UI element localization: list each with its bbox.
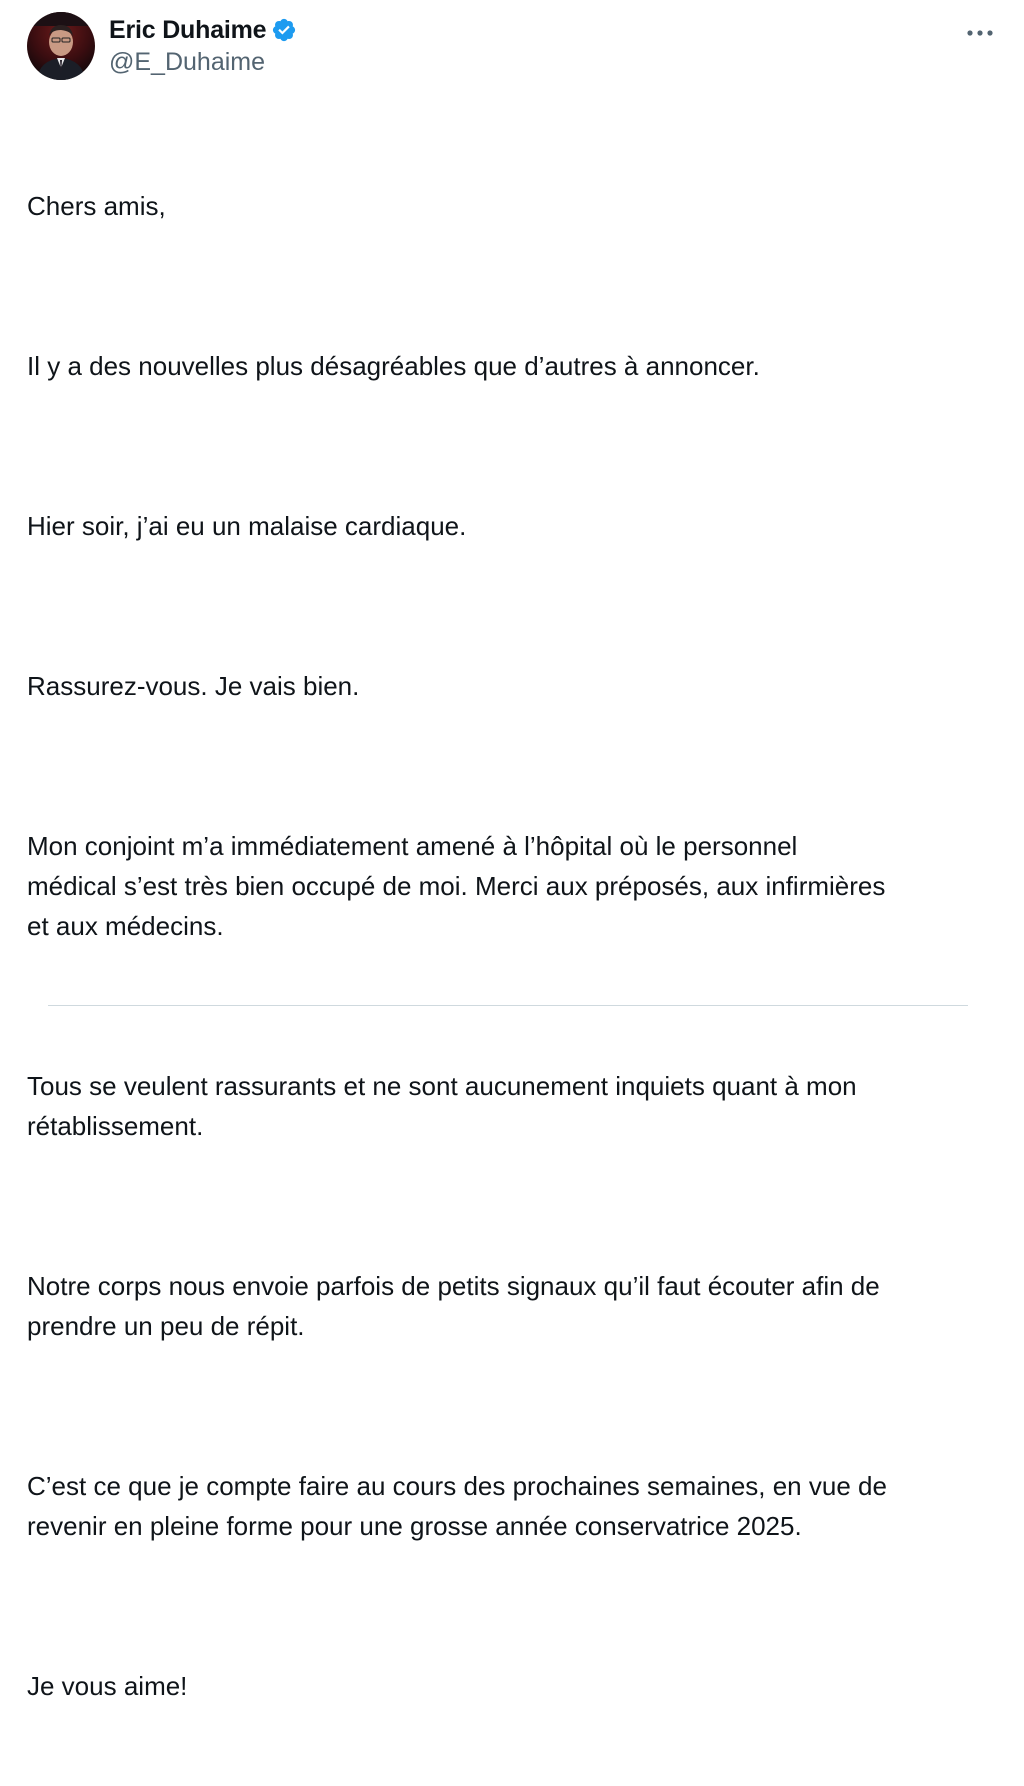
author-info xyxy=(109,14,297,77)
name-row xyxy=(109,14,297,46)
tweet-paragraph: Notre corps nous envoie parfois de petits signaux qu’il faut écouter afin de prendre un peu de répit. xyxy=(27,1271,880,1341)
more-options-icon[interactable] xyxy=(960,18,1000,48)
author-handle[interactable]: @E_Duhaime xyxy=(109,48,266,76)
verified-badge-icon[interactable] xyxy=(271,17,297,43)
tweet-paragraph: Hier soir, j’ai eu un malaise cardiaque. xyxy=(27,511,467,541)
tweet-header xyxy=(27,12,1000,82)
tweet-paragraph: Mon conjoint m’a immédiatement amené à l’hôpital où le personnel médical s’est très bien occupé de moi. Merci aux préposés, aux infirmières et aux médecins. xyxy=(27,831,886,941)
tweet-text xyxy=(27,106,1002,1786)
tweet-paragraph: Chers amis, xyxy=(27,191,166,221)
avatar[interactable] xyxy=(27,12,95,80)
tweet-paragraph: Je vous aime! xyxy=(27,1671,188,1701)
tweet-paragraph: Tous se veulent rassurants et ne sont aucunement inquiets quant à mon rétablissement. xyxy=(27,1071,857,1141)
tweet-paragraph: Il y a des nouvelles plus désagréables que d’autres à annoncer. xyxy=(27,351,760,381)
tweet-paragraph: Rassurez-vous. Je vais bien. xyxy=(27,671,360,701)
tweet-paragraph: C’est ce que je compte faire au cours des prochaines semaines, en vue de revenir en pleine forme pour une grosse année conservatrice 2025. xyxy=(27,1471,887,1541)
display-name[interactable]: Eric Duhaime xyxy=(109,15,267,44)
